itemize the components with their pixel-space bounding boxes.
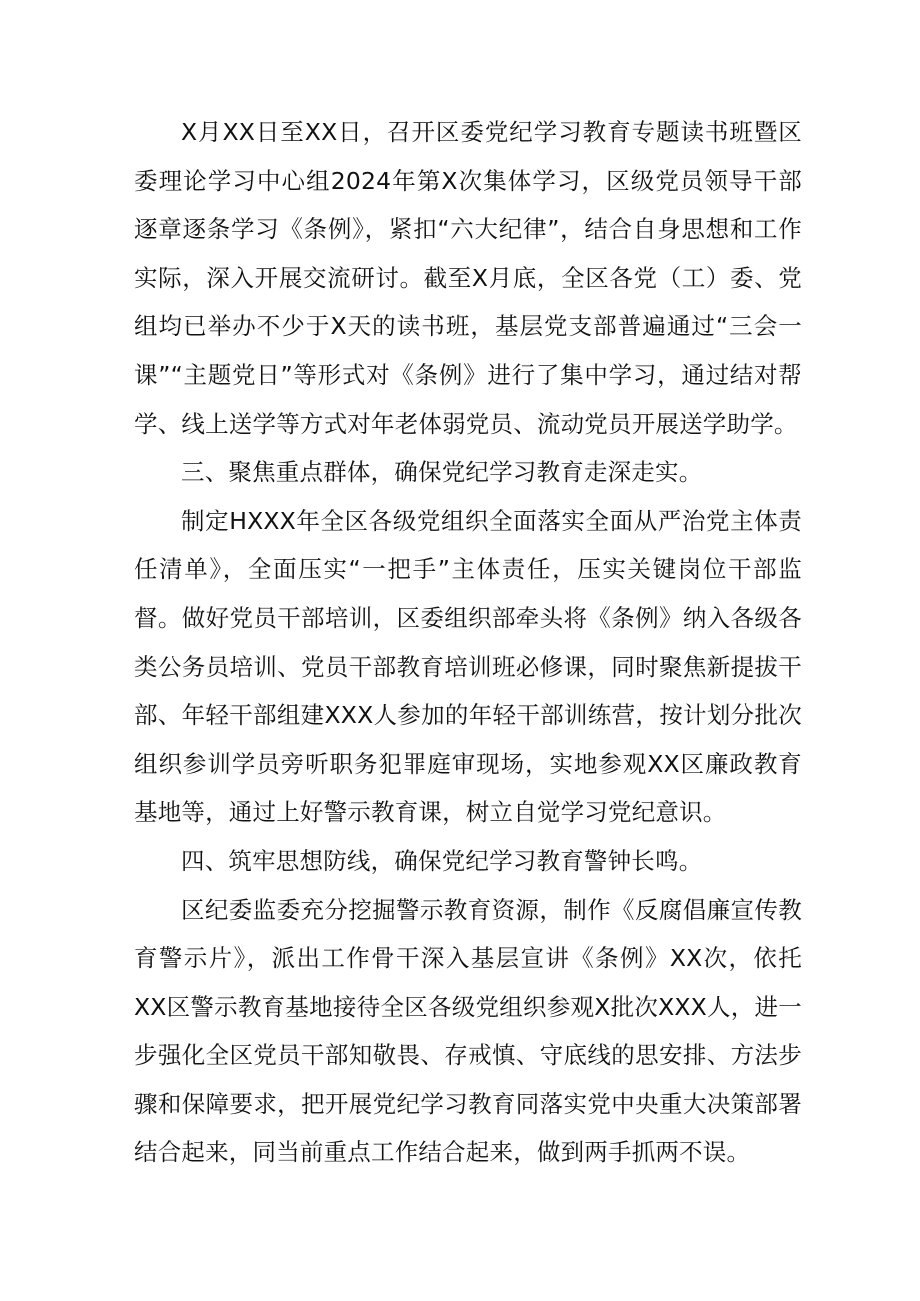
paragraph-warning-education: 区纪委监委充分挖掘警示教育资源，制作《反腐倡廉宣传教育警示片》，派出工作骨干深入基层宣讲《条例》XX次，依托XX区警示教育基地接待全区各级党组织参观X批次XXX人，进一步强化全区党员干部知敬畏、存戒慎、守底线的思安排、方法步骤和保障要求，把开展党纪学习教育同落实党中央重大决策部署结合起来，同当前重点工作结合起来，做到两手抓两不误。 <box>134 895 803 1167</box>
document-body <box>134 108 802 1177</box>
section-heading-three: 三、聚焦重点群体，确保党纪学习教育走深走实。 <box>181 458 703 487</box>
paragraph-key-groups: 制定HXXX年全区各级党组织全面落实全面从严治党主体责任清单》，全面压实“一把手”主体责任，压实关键岗位干部监督。做好党员干部培训，区委组织部牵头将《条例》纳入各级各类公务员培训、党员干部教育培训班必修课，同时聚焦新提拔干部、年轻干部组建XXX人参加的年轻干部训练营，按计划分批次组织参训学员旁听职务犯罪庭审现场，实地参观XX区廉政教育基地等，通过上好警示教育课，树立自觉学习党纪意识。 <box>134 506 802 827</box>
paragraph-study-sessions: X月XX日至XX日，召开区委党纪学习教育专题读书班暨区委理论学习中心组2024年第X次集体学习，区级党员领导干部逐章逐条学习《条例》，紧扣“六大纪律”，结合自身思想和工作实际，深入开展交流研讨。截至X月底，全区各党（工）委、党组均已举办不少于X天的读书班，基层党支部普遍通过“三会一课”“主题党日”等形式对《条例》进行了集中学习，通过结对帮学、线上送学等方式对年老体弱党员、流动党员开展送学助学。 <box>134 118 802 438</box>
section-heading-four: 四、筑牢思想防线，确保党纪学习教育警钟长鸣。 <box>181 846 703 875</box>
